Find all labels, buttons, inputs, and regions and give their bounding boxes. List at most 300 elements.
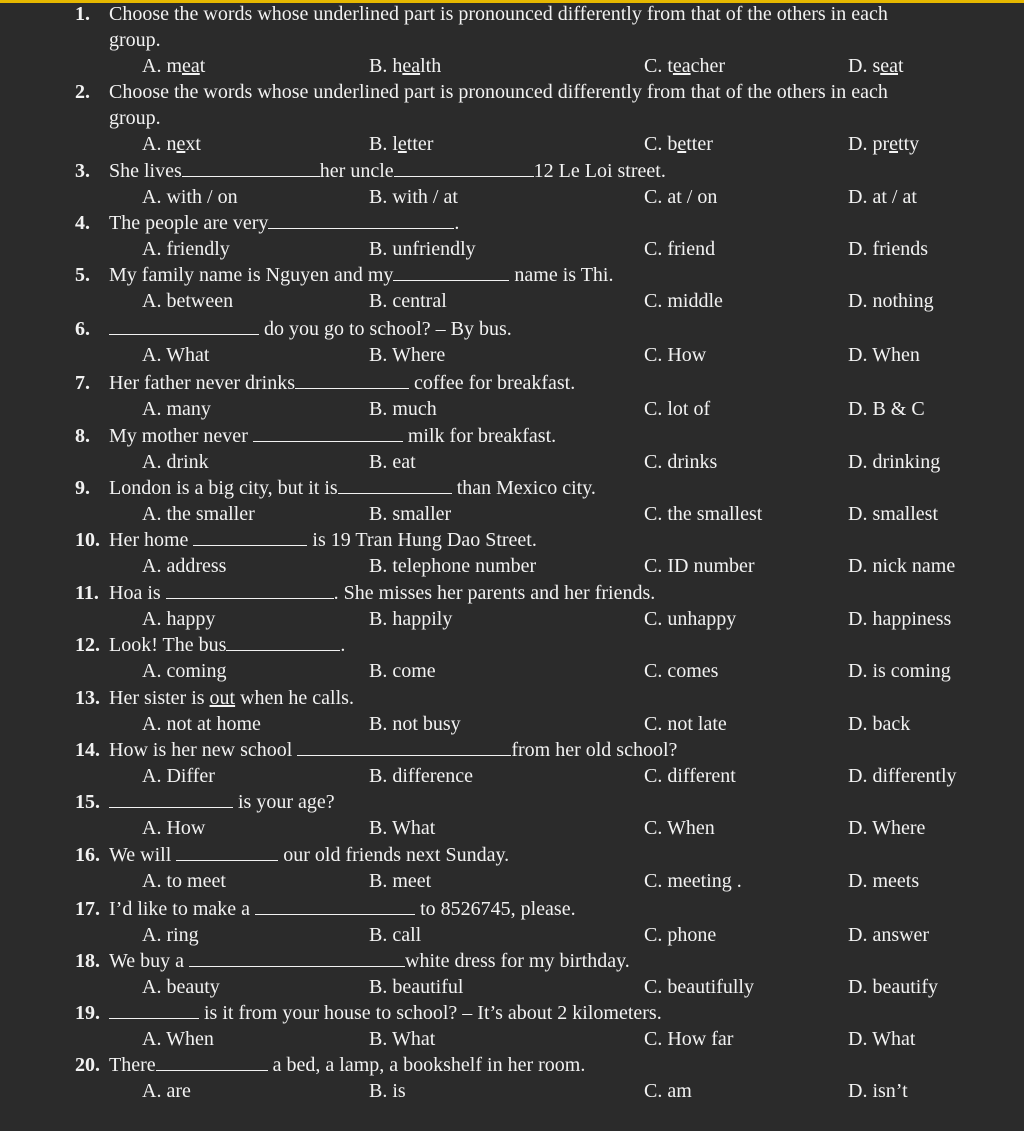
option-a[interactable] (142, 606, 215, 632)
option-text: central (392, 290, 447, 312)
option-c[interactable] (644, 553, 755, 579)
question-number: 1. (75, 3, 90, 25)
option-a[interactable] (142, 1026, 214, 1052)
option-d[interactable] (848, 236, 928, 262)
option-text: When (872, 344, 920, 366)
option-b[interactable] (369, 288, 447, 314)
option-text: How (166, 817, 206, 839)
question-number: 19. (75, 1002, 100, 1024)
question-line (0, 527, 1024, 553)
options-row (0, 1026, 1024, 1052)
option-text: What (391, 1028, 436, 1050)
option-a[interactable] (142, 184, 238, 210)
option-d[interactable] (848, 658, 951, 684)
underlined-letters: e (176, 133, 186, 155)
option-text: n (166, 133, 177, 155)
option-c[interactable] (644, 1078, 692, 1104)
option-b[interactable] (369, 342, 445, 368)
stem-text: I’d like to make a (109, 898, 256, 920)
stem-text: is 19 Tran Hung Dao Street. (307, 529, 537, 551)
option-text: eat (392, 451, 416, 473)
option-letter: D. (848, 451, 868, 473)
stem-text: Her home (109, 529, 194, 551)
option-text: What (166, 344, 210, 366)
option-letter: A. (142, 238, 162, 260)
option-text: How far (667, 1028, 734, 1050)
option-c[interactable] (644, 342, 706, 368)
underlined-letters: e (397, 133, 407, 155)
option-letter: C. (644, 555, 663, 577)
option-b[interactable] (369, 815, 435, 841)
options-row (0, 711, 1024, 737)
question-stem (109, 789, 335, 815)
question-number: 5. (75, 264, 90, 286)
question-line (0, 948, 1024, 974)
option-b[interactable] (369, 501, 451, 527)
answer-blank[interactable] (297, 738, 511, 756)
options-row (0, 815, 1024, 841)
option-text: with / on (166, 186, 238, 208)
option-a[interactable] (142, 396, 211, 422)
option-letter: A. (142, 451, 162, 473)
question-line (0, 370, 1024, 396)
stem-text: to 8526745, please. (415, 898, 576, 920)
option-text: How (667, 344, 707, 366)
option-a[interactable] (142, 288, 233, 314)
option-b[interactable] (369, 184, 458, 210)
answer-blank[interactable] (295, 371, 409, 389)
question-number: 20. (75, 1054, 100, 1076)
option-text: Where (391, 344, 446, 366)
option-a[interactable] (142, 922, 199, 948)
stem-text: do you go to school? – By bus. (259, 318, 512, 340)
answer-blank[interactable] (109, 1001, 199, 1019)
question-stem: Choose the words whose underlined part is pronounced differently from that of the others in each (109, 81, 888, 103)
option-b[interactable] (369, 922, 421, 948)
answer-blank[interactable] (338, 476, 452, 494)
option-letter: A. (142, 765, 162, 787)
question-stem (109, 262, 613, 288)
option-text: answer (872, 924, 930, 946)
option-d[interactable] (848, 711, 910, 737)
answer-blank[interactable] (109, 790, 233, 808)
option-a[interactable] (142, 501, 255, 527)
option-c[interactable] (644, 606, 736, 632)
option-text: are (166, 1080, 191, 1102)
option-letter: A. (142, 290, 162, 312)
option-text: tter (406, 133, 434, 155)
stem-text: white dress for my birthday. (405, 950, 630, 972)
option-a[interactable] (142, 1078, 191, 1104)
option-letter: C. (644, 290, 663, 312)
option-d[interactable] (848, 606, 951, 632)
option-letter: B. (369, 608, 388, 630)
option-c[interactable] (644, 658, 718, 684)
option-b[interactable] (369, 868, 431, 894)
option-text: difference (392, 765, 474, 787)
option-letter: A. (142, 398, 162, 420)
option-a[interactable] (142, 53, 205, 79)
options-row (0, 658, 1024, 684)
option-d[interactable] (848, 1078, 908, 1104)
option-text: drinking (872, 451, 941, 473)
option-text: m (166, 55, 183, 77)
option-c[interactable] (644, 449, 717, 475)
option-text: is coming (872, 660, 951, 682)
option-c[interactable] (644, 288, 723, 314)
option-a[interactable] (142, 868, 226, 894)
question-line (0, 79, 1024, 105)
option-a[interactable] (142, 131, 201, 157)
option-letter: D. (848, 344, 868, 366)
stem-text: name is Thi. (509, 264, 614, 286)
option-letter: C. (644, 238, 663, 260)
option-text: b (667, 133, 678, 155)
option-d[interactable] (848, 53, 904, 79)
answer-blank[interactable] (253, 424, 403, 442)
answer-blank[interactable] (255, 897, 415, 915)
option-letter: A. (142, 1080, 162, 1102)
option-b[interactable] (369, 131, 433, 157)
option-text: the smaller (166, 503, 255, 525)
option-letter: A. (142, 608, 162, 630)
option-d[interactable] (848, 1026, 915, 1052)
stem-text: is it from your house to school? – It’s about 2 kilometers. (199, 1002, 662, 1024)
option-text: back (872, 713, 911, 735)
option-text: smallest (872, 503, 938, 525)
option-b[interactable] (369, 553, 536, 579)
answer-blank[interactable] (189, 949, 405, 967)
option-letter: B. (369, 238, 388, 260)
option-text: comes (667, 660, 719, 682)
underlined-word: out (209, 687, 236, 709)
answer-blank[interactable] (394, 159, 534, 177)
option-letter: B. (369, 713, 388, 735)
option-letter: A. (142, 344, 162, 366)
option-letter: C. (644, 660, 663, 682)
option-a[interactable] (142, 711, 261, 737)
option-a[interactable] (142, 449, 209, 475)
option-d[interactable] (848, 449, 940, 475)
option-text: happily (392, 608, 453, 630)
option-b[interactable] (369, 763, 473, 789)
question-line (0, 789, 1024, 815)
option-text: pr (872, 133, 890, 155)
question-number: 14. (75, 739, 100, 761)
question-stem (109, 948, 630, 974)
option-text: am (667, 1080, 692, 1102)
option-text: drinks (667, 451, 718, 473)
question-stem (109, 475, 596, 501)
option-b[interactable] (369, 606, 452, 632)
option-a[interactable] (142, 658, 226, 684)
option-letter: B. (369, 817, 388, 839)
question-line (0, 1052, 1024, 1078)
option-letter: B. (369, 133, 388, 155)
stem-text: My mother never (109, 425, 253, 447)
question-line (0, 685, 1024, 711)
question-stem-continued: group. (109, 107, 161, 129)
option-d[interactable] (848, 974, 938, 1000)
question-stem (109, 632, 345, 658)
question-line (0, 423, 1024, 449)
answer-blank[interactable] (268, 211, 454, 229)
question-line (0, 580, 1024, 606)
option-c[interactable] (644, 236, 715, 262)
option-text: unhappy (667, 608, 737, 630)
option-text: differently (872, 765, 957, 787)
stem-text: her uncle (319, 160, 394, 182)
option-b[interactable] (369, 53, 441, 79)
option-text: t (199, 55, 206, 77)
option-d[interactable] (848, 396, 925, 422)
options-row (0, 606, 1024, 632)
option-c[interactable] (644, 396, 710, 422)
option-text: with / at (392, 186, 458, 208)
option-text: l (392, 133, 398, 155)
option-letter: C. (644, 608, 663, 630)
question-stem: Choose the words whose underlined part is pronounced differently from that of the others in each (109, 3, 888, 25)
option-b[interactable] (369, 396, 437, 422)
question-line (0, 262, 1024, 288)
question-number: 16. (75, 844, 100, 866)
option-c[interactable] (644, 131, 713, 157)
option-letter: B. (369, 451, 388, 473)
options-row (0, 1078, 1024, 1104)
option-text: call (392, 924, 422, 946)
option-text: Differ (166, 765, 215, 787)
option-letter: C. (644, 503, 663, 525)
answer-blank[interactable] (166, 581, 334, 599)
question-stem (109, 316, 512, 342)
option-b[interactable] (369, 711, 461, 737)
stem-text: There (109, 1054, 156, 1076)
option-d[interactable] (848, 763, 957, 789)
option-letter: A. (142, 555, 162, 577)
option-letter: D. (848, 398, 868, 420)
options-row (0, 868, 1024, 894)
underlined-letters: ea (182, 55, 200, 77)
option-text: t (898, 55, 904, 77)
stem-text: . She misses her parents and her friends. (333, 582, 656, 604)
option-c[interactable] (644, 974, 754, 1000)
option-c[interactable] (644, 53, 725, 79)
options-row (0, 236, 1024, 262)
question-stem (109, 370, 575, 396)
option-c[interactable] (644, 501, 762, 527)
option-d[interactable] (848, 868, 919, 894)
option-letter: B. (369, 503, 388, 525)
option-d[interactable] (848, 131, 919, 157)
option-d[interactable] (848, 922, 929, 948)
option-text: ID number (667, 555, 755, 577)
option-d[interactable] (848, 815, 925, 841)
option-letter: A. (142, 713, 162, 735)
option-text: happiness (872, 608, 952, 630)
option-text: at / at (872, 186, 917, 208)
option-a[interactable] (142, 236, 230, 262)
options-row (0, 131, 1024, 157)
option-letter: D. (848, 133, 868, 155)
option-letter: C. (644, 1028, 663, 1050)
option-text: h (392, 55, 403, 77)
option-text: nick name (872, 555, 956, 577)
option-letter: B. (369, 870, 388, 892)
option-letter: D. (848, 503, 868, 525)
underlined-letters: ea (880, 55, 899, 77)
options-row (0, 763, 1024, 789)
stem-text: Her father never drinks (109, 372, 296, 394)
option-b[interactable] (369, 974, 463, 1000)
answer-blank[interactable] (176, 843, 278, 861)
question-line (0, 842, 1024, 868)
stem-text: She lives (109, 160, 182, 182)
answer-blank[interactable] (393, 263, 509, 281)
question-stem (109, 685, 354, 711)
answer-blank[interactable] (109, 317, 259, 335)
option-text: What (872, 1028, 916, 1050)
stem-text: our old friends next Sunday. (278, 844, 510, 866)
option-a[interactable] (142, 553, 226, 579)
stem-text: coffee for breakfast. (409, 372, 576, 394)
question-stem (109, 580, 655, 606)
option-c[interactable] (644, 184, 717, 210)
option-letter: C. (644, 1080, 663, 1102)
option-letter: C. (644, 344, 663, 366)
question-stem (109, 210, 459, 236)
underlined-letters: e (889, 133, 899, 155)
stem-text: from her old school? (511, 739, 678, 761)
option-text: meet (392, 870, 432, 892)
stem-text: Her sister is (109, 687, 210, 709)
option-text: come (392, 660, 436, 682)
question-stem-continued: group. (109, 29, 161, 51)
question-line-continued (0, 105, 1024, 131)
option-text: B & C (872, 398, 925, 420)
question-number: 7. (75, 372, 90, 394)
option-d[interactable] (848, 184, 917, 210)
option-c[interactable] (644, 868, 742, 894)
option-letter: B. (369, 344, 388, 366)
option-text: not busy (392, 713, 461, 735)
option-b[interactable] (369, 236, 476, 262)
option-text: different (667, 765, 736, 787)
stem-text: My family name is Nguyen and my (109, 264, 394, 286)
answer-blank[interactable] (226, 633, 340, 651)
option-a[interactable] (142, 815, 205, 841)
option-text: between (166, 290, 234, 312)
option-letter: A. (142, 503, 162, 525)
option-text: xt (185, 133, 201, 155)
option-letter: C. (644, 817, 663, 839)
option-letter: B. (369, 924, 388, 946)
stem-text: Hoa is (109, 582, 166, 604)
option-b[interactable] (369, 1026, 435, 1052)
option-letter: A. (142, 55, 162, 77)
stem-text: a bed, a lamp, a bookshelf in her room. (267, 1054, 586, 1076)
question-line-continued (0, 27, 1024, 53)
underlined-letters: e (677, 133, 687, 155)
option-letter: D. (848, 817, 868, 839)
option-text: friends (872, 238, 928, 260)
option-letter: D. (848, 290, 868, 312)
stem-text: is your age? (233, 791, 335, 813)
option-d[interactable] (848, 288, 934, 314)
option-text: ring (166, 924, 199, 946)
option-letter: D. (848, 660, 868, 682)
question-number: 18. (75, 950, 100, 972)
option-d[interactable] (848, 553, 955, 579)
option-text: cher (690, 55, 726, 77)
question-stem (109, 737, 677, 763)
option-text: coming (166, 660, 227, 682)
stem-text: We will (109, 844, 177, 866)
option-letter: B. (369, 1028, 388, 1050)
question-number: 2. (75, 81, 90, 103)
question-stem (109, 896, 576, 922)
question-number: 10. (75, 529, 100, 551)
option-text: to meet (166, 870, 226, 892)
option-text: beauty (166, 976, 220, 998)
option-letter: B. (369, 55, 388, 77)
option-text: meeting . (667, 870, 742, 892)
option-a[interactable] (142, 974, 220, 1000)
question-number: 8. (75, 425, 90, 447)
question-line (0, 158, 1024, 184)
option-c[interactable] (644, 711, 727, 737)
option-b[interactable] (369, 449, 416, 475)
option-c[interactable] (644, 1026, 733, 1052)
option-text: beautiful (392, 976, 464, 998)
option-letter: C. (644, 186, 663, 208)
answer-blank[interactable] (193, 528, 307, 546)
options-row (0, 342, 1024, 368)
option-b[interactable] (369, 1078, 406, 1104)
option-letter: D. (848, 713, 868, 735)
question-line (0, 632, 1024, 658)
option-text: phone (667, 924, 717, 946)
option-d[interactable] (848, 342, 920, 368)
answer-blank[interactable] (156, 1053, 268, 1071)
question-stem (109, 423, 556, 449)
option-c[interactable] (644, 763, 736, 789)
option-c[interactable] (644, 922, 716, 948)
option-b[interactable] (369, 658, 436, 684)
option-text: address (166, 555, 227, 577)
option-text: happy (166, 608, 216, 630)
option-letter: C. (644, 451, 663, 473)
option-text: at / on (667, 186, 718, 208)
option-text: friend (667, 238, 716, 260)
question-line (0, 210, 1024, 236)
options-row (0, 184, 1024, 210)
option-text: friendly (166, 238, 230, 260)
option-text: lot of (667, 398, 711, 420)
option-letter: D. (848, 238, 868, 260)
option-text: When (666, 817, 715, 839)
option-d[interactable] (848, 501, 938, 527)
option-letter: D. (848, 924, 868, 946)
answer-blank[interactable] (182, 159, 320, 177)
question-line (0, 475, 1024, 501)
stem-text: The people are very (109, 212, 269, 234)
option-a[interactable] (142, 342, 209, 368)
option-text: not late (667, 713, 727, 735)
option-c[interactable] (644, 815, 715, 841)
options-row (0, 553, 1024, 579)
options-row (0, 922, 1024, 948)
option-a[interactable] (142, 763, 215, 789)
